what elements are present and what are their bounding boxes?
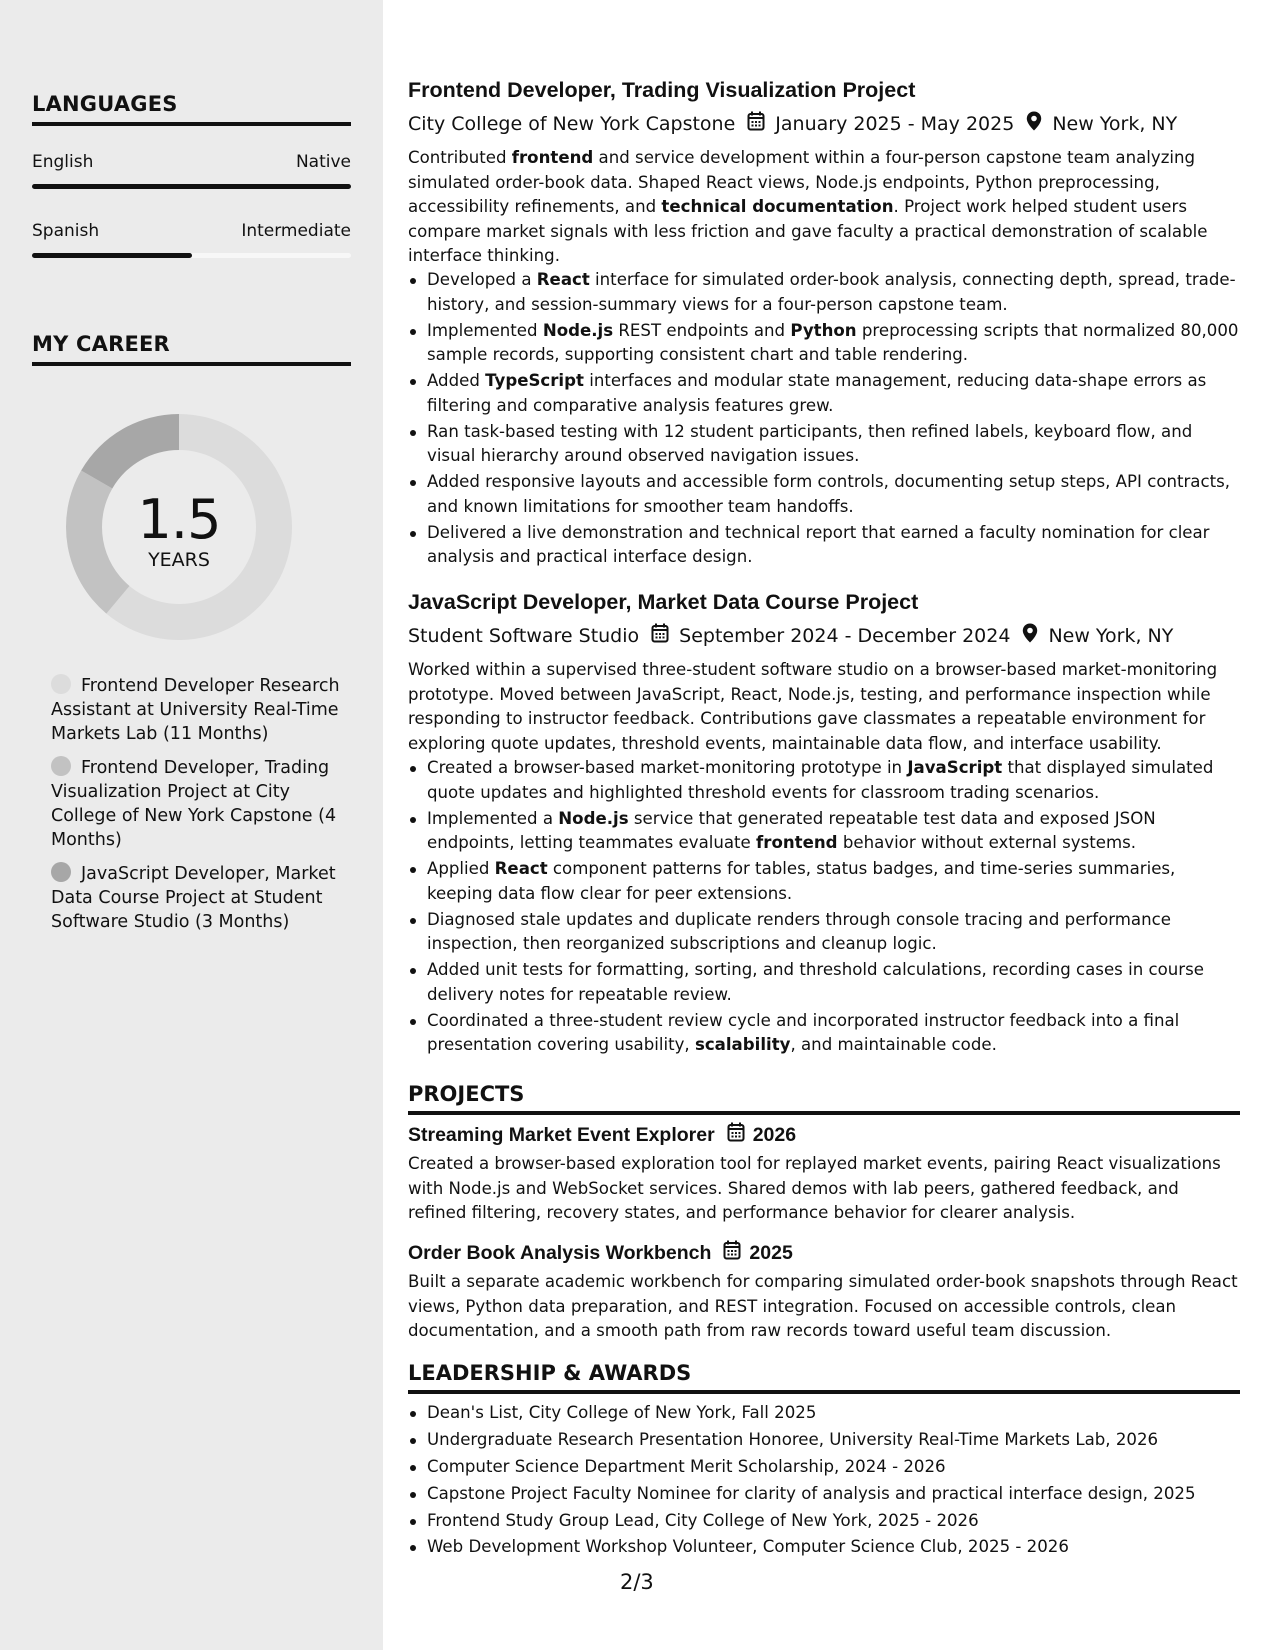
projects-title: PROJECTS xyxy=(408,1082,1240,1115)
project-title: Streaming Market Event Explorer xyxy=(408,1123,715,1146)
career-total-unit: YEARS xyxy=(148,549,210,571)
calendar-icon xyxy=(651,623,669,648)
calendar-icon xyxy=(747,111,765,136)
award-item: Dean's List, City College of New York, Fall 2025 xyxy=(408,1401,1242,1426)
job-dates: September 2024 - December 2024 xyxy=(679,624,1011,647)
career-total-value: 1.5 xyxy=(137,488,221,551)
bullet-item: Implemented a Node.js service that generated repeatable test data and exposed JSON endpoints, letting teammates evaluate frontend behavior without external systems. xyxy=(408,807,1242,856)
legend-dot-icon xyxy=(51,674,71,694)
job-org: City College of New York Capstone xyxy=(408,112,736,135)
legend-dot-icon xyxy=(51,756,71,776)
bullet-item: Added unit tests for formatting, sorting, and threshold calculations, recording cases in course delivery notes for repeatable review. xyxy=(408,958,1242,1007)
language-row-english xyxy=(32,152,351,172)
bullet-item: Created a browser-based market-monitoring prototype in JavaScript that displayed simulated quote updates and highlighted threshold events for classroom trading scenarios. xyxy=(408,756,1242,805)
job-title: Frontend Developer, Trading Visualization Project xyxy=(408,78,916,102)
project-title-row xyxy=(408,1240,793,1266)
language-level: Intermediate xyxy=(241,221,351,241)
bullet-item: Added responsive layouts and accessible form controls, documenting setup steps, API contracts, and known limitations for smoother team handoffs. xyxy=(408,470,1242,519)
career-legend-item xyxy=(51,674,341,746)
career-donut-chart xyxy=(65,413,293,641)
job-summary: Worked within a supervised three-student software studio on a browser-based market-monitoring prototype. Moved between JavaScript, React, Node.js, testing, and performance inspection while responding to instructor feedback. Contributions gave classmates a repeatable environment for exploring quote updates, threshold events, maintainable data flow, and interface usability. xyxy=(408,660,1218,753)
language-level: Native xyxy=(295,152,351,172)
award-item: Capstone Project Faculty Nominee for clarity of analysis and practical interface design, 2025 xyxy=(408,1482,1242,1507)
career-legend-label: Frontend Developer, Trading Visualization Project at City College of New York Capstone (4 Months) xyxy=(51,758,337,850)
language-bar-spanish xyxy=(32,253,351,258)
career-legend-item xyxy=(51,756,341,852)
award-item: Frontend Study Group Lead, City College of New York, 2025 - 2026 xyxy=(408,1509,1242,1534)
career-legend-label: JavaScript Developer, Market Data Course Project at Student Software Studio (3 Months) xyxy=(51,864,336,932)
job-meta xyxy=(408,623,1173,648)
project-title-row xyxy=(408,1122,796,1148)
award-item: Computer Science Department Merit Scholarship, 2024 - 2026 xyxy=(408,1455,1242,1480)
map-pin-icon xyxy=(1026,111,1042,136)
project-year: 2026 xyxy=(752,1123,797,1146)
career-legend xyxy=(51,674,341,944)
languages-title: LANGUAGES xyxy=(32,92,351,126)
language-name: Spanish xyxy=(32,221,100,241)
awards-title: LEADERSHIP & AWARDS xyxy=(408,1361,1240,1394)
page-number: 2/3 xyxy=(620,1570,654,1594)
award-item: Web Development Workshop Volunteer, Computer Science Club, 2025 - 2026 xyxy=(408,1535,1242,1560)
calendar-icon xyxy=(723,1240,741,1266)
job-dates: January 2025 - May 2025 xyxy=(775,112,1015,135)
language-row-spanish xyxy=(32,221,351,241)
career-legend-item xyxy=(51,862,341,934)
job-bullets xyxy=(408,756,1242,1059)
donut-segment-3 xyxy=(81,414,179,489)
bullet-item: Diagnosed stale updates and duplicate renders through console tracing and performance inspection, then reorganized subscriptions and cleanup logic. xyxy=(408,908,1242,957)
language-name: English xyxy=(32,152,94,172)
project-year: 2025 xyxy=(749,1241,793,1264)
project-description: Built a separate academic workbench for comparing simulated order-book snapshots through React views, Python data preparation, and REST integration. Focused on accessible controls, clean documentation, and a smooth path from raw records toward useful team discussion. xyxy=(408,1272,1238,1340)
map-pin-icon xyxy=(1022,623,1038,648)
job-location: New York, NY xyxy=(1048,624,1174,647)
language-bar-english xyxy=(32,184,351,189)
bullet-item: Developed a React interface for simulated order-book analysis, connecting depth, spread, trade-history, and session-summary views for a four-person capstone team. xyxy=(408,268,1242,317)
job-summary: Contributed frontend and service development within a four-person capstone team analyzing simulated order-book data. Shaped React views, Node.js endpoints, Python preprocessing, accessibility refinements, and technical documentation. Project work helped student users compare market signals with less friction and gave faculty a practical demonstration of scalable interface thinking. xyxy=(408,148,1208,265)
job-meta xyxy=(408,111,1177,136)
awards-list xyxy=(408,1401,1242,1562)
job-location: New York, NY xyxy=(1052,112,1178,135)
project-title: Order Book Analysis Workbench xyxy=(408,1241,712,1264)
language-bar-fill xyxy=(32,253,192,258)
legend-dot-icon xyxy=(51,862,71,882)
bullet-item: Delivered a live demonstration and technical report that earned a faculty nomination for clear analysis and practical interface design. xyxy=(408,521,1242,570)
bullet-item: Implemented Node.js REST endpoints and Python preprocessing scripts that normalized 80,000 sample records, supporting consistent chart and table rendering. xyxy=(408,319,1242,368)
bullet-item: Ran task-based testing with 12 student participants, then refined labels, keyboard flow, and visual hierarchy around observed navigation issues. xyxy=(408,420,1242,469)
language-bar-fill xyxy=(32,184,351,189)
job-title: JavaScript Developer, Market Data Course Project xyxy=(408,590,919,614)
job-org: Student Software Studio xyxy=(408,624,640,647)
bullet-item: Coordinated a three-student review cycle and incorporated instructor feedback into a final presentation covering usability, scalability, and maintainable code. xyxy=(408,1009,1242,1058)
project-description: Created a browser-based exploration tool for replayed market events, pairing React visualizations with Node.js and WebSocket services. Shared demos with lab peers, gathered feedback, and refined filtering, recovery states, and performance behavior for clearer analysis. xyxy=(408,1154,1221,1222)
bullet-item: Applied React component patterns for tables, status badges, and time-series summaries, keeping data flow clear for peer extensions. xyxy=(408,857,1242,906)
career-title: MY CAREER xyxy=(32,332,351,366)
career-legend-label: Frontend Developer Research Assistant at University Real-Time Markets Lab (11 Months) xyxy=(51,676,340,744)
award-item: Undergraduate Research Presentation Honoree, University Real-Time Markets Lab, 2026 xyxy=(408,1428,1242,1453)
calendar-icon xyxy=(727,1122,745,1148)
bullet-item: Added TypeScript interfaces and modular state management, reducing data-shape errors as filtering and comparative analysis features grew. xyxy=(408,369,1242,418)
job-bullets xyxy=(408,268,1242,571)
